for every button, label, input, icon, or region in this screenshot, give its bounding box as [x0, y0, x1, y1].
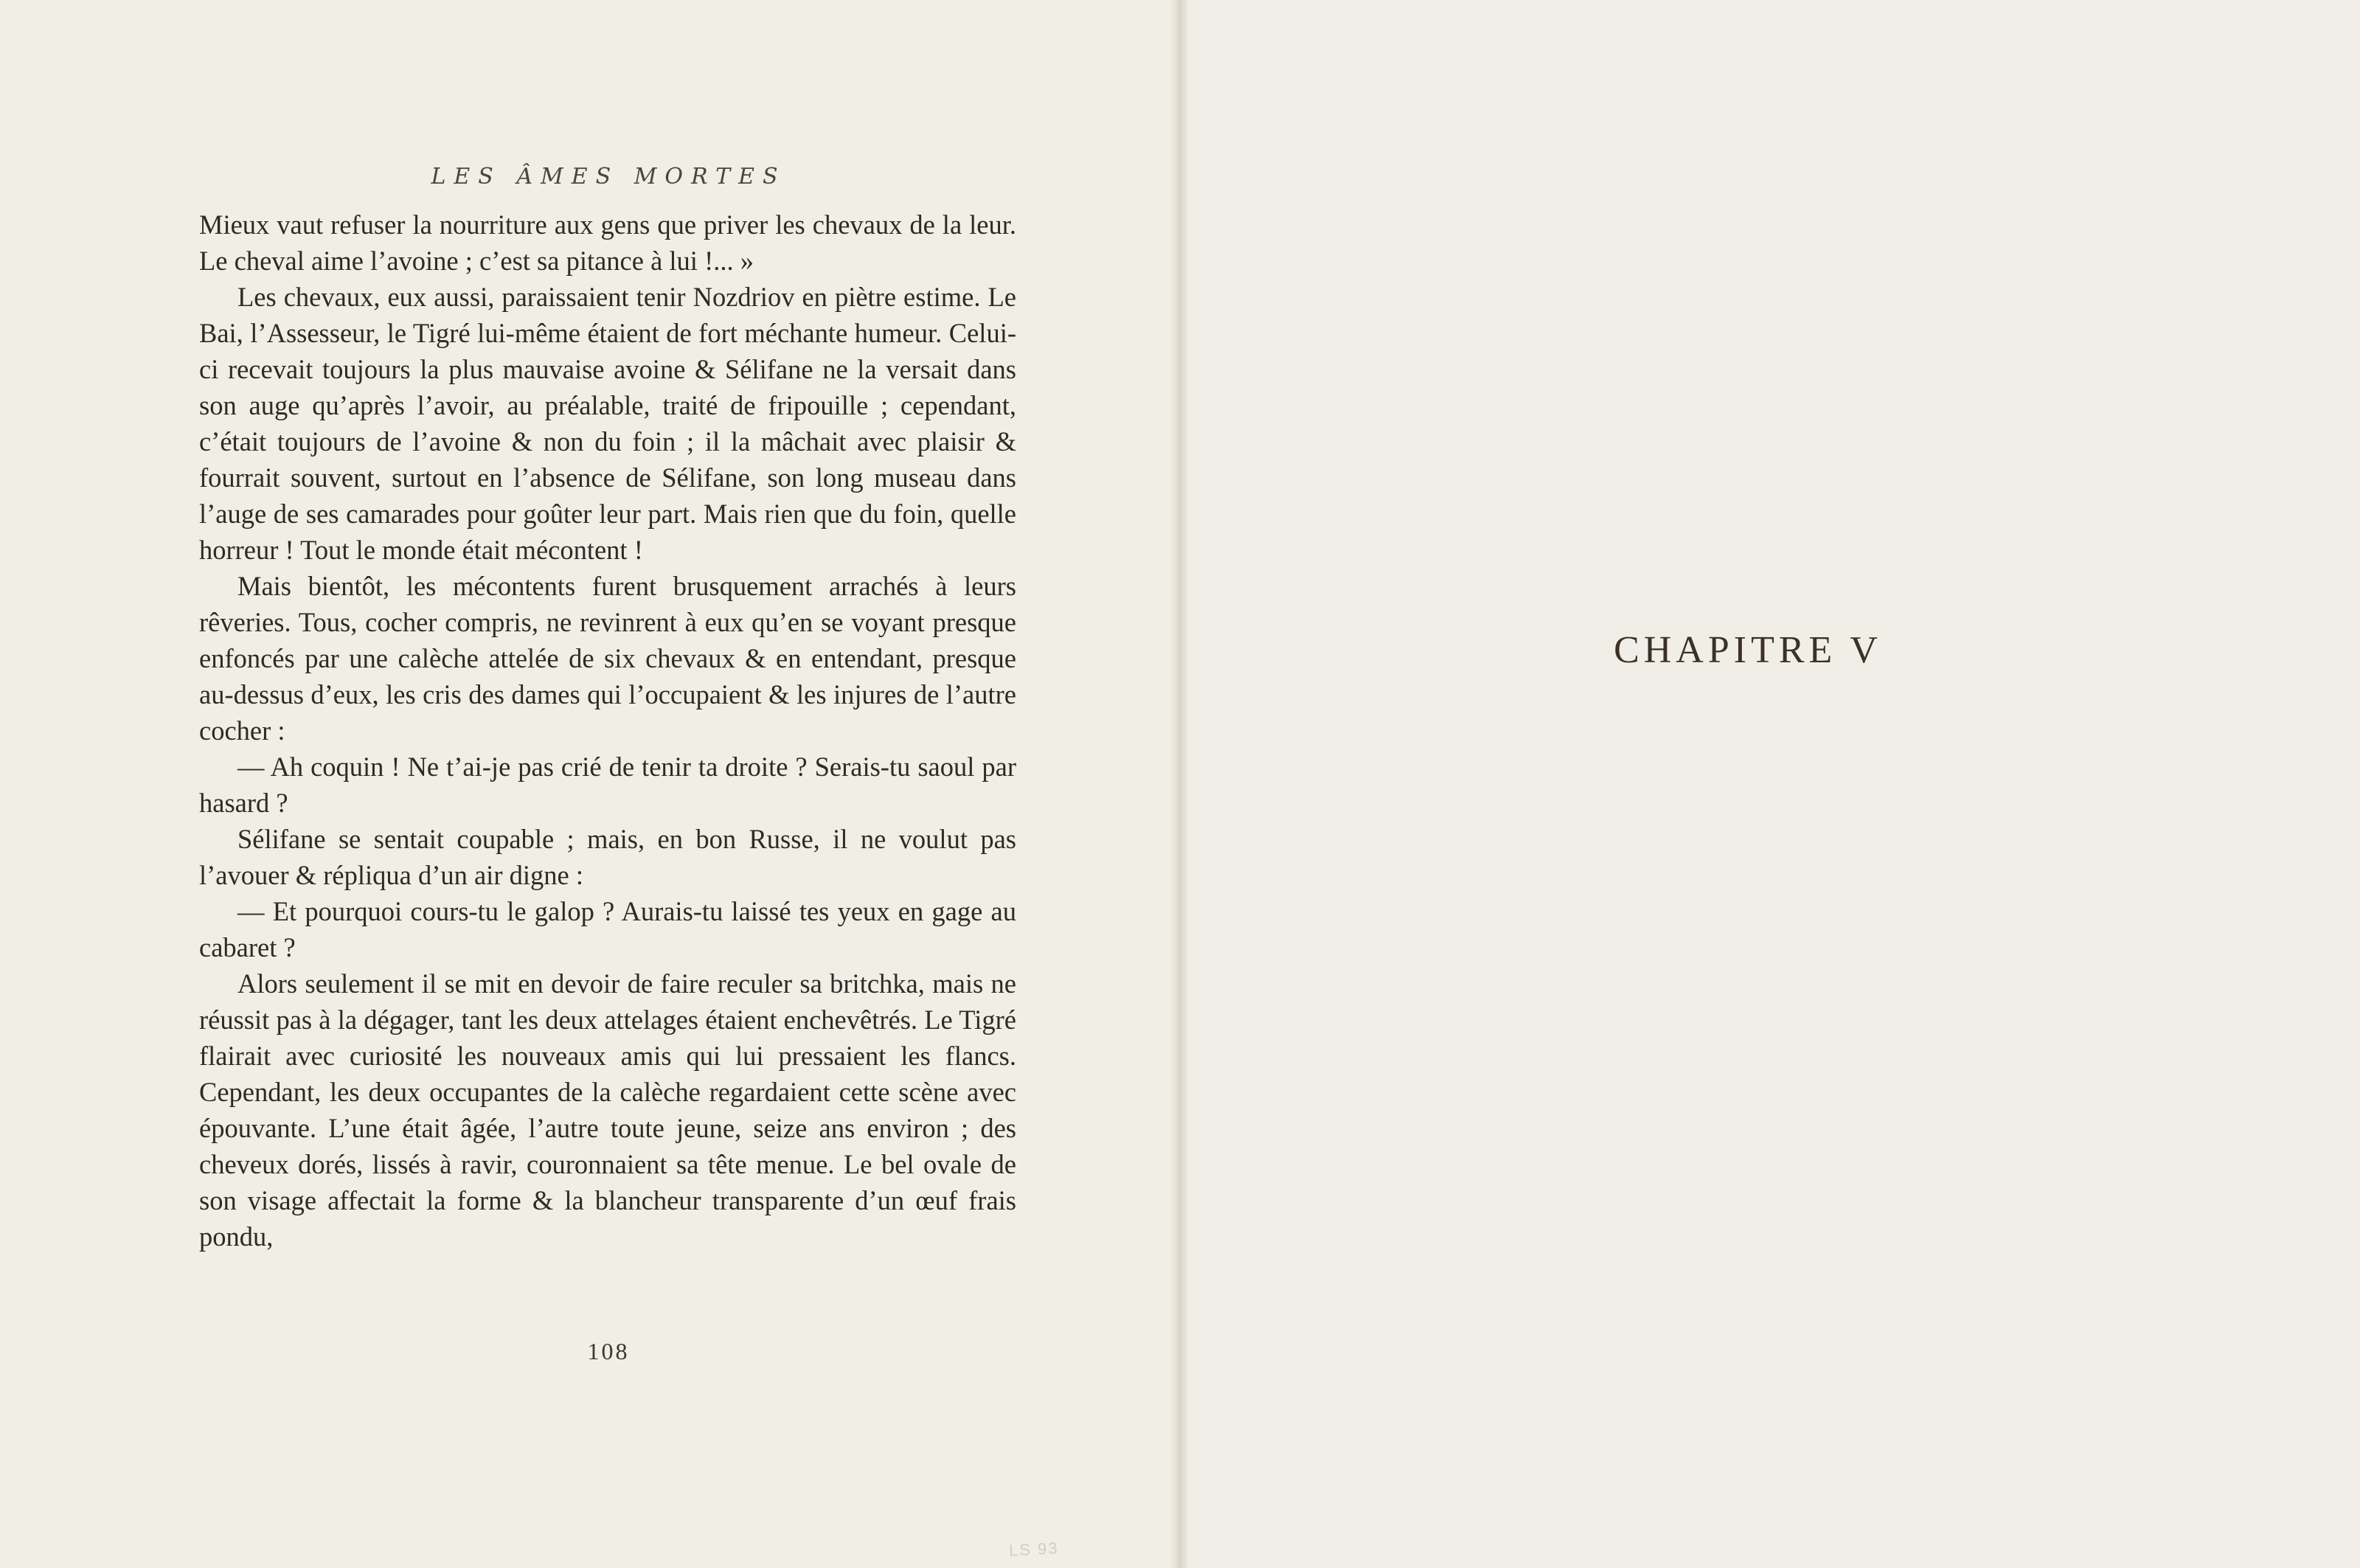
chapter-title: CHAPITRE V [1614, 629, 1882, 671]
dialogue-paragraph: — Et pourquoi cours-tu le galop ? Aurais-tu laissé tes yeux en gage au cabaret ? [199, 896, 1016, 962]
paragraph: Mieux vaut refuser la nourriture aux gens que priver les chevaux de la leur. Le cheval aime l’avoine ; c’est sa pitance à lui !... » [199, 209, 1016, 276]
running-head: LES ÂMES MORTES [431, 164, 786, 190]
dialogue-paragraph: — Ah coquin ! Ne t’ai-je pas crié de tenir ta droite ? Serais-tu saoul par hasard ? [199, 752, 1016, 818]
paragraph: Sélifane se sentait coupable ; mais, en bon Russe, il ne voulut pas l’avouer & répliqua d’un air digne : [199, 824, 1016, 890]
paragraph: Mais bientôt, les mécontents furent brusquement arrachés à leurs rêveries. Tous, cocher compris, ne revinrent à eux qu’en se voyant presque enfoncés par une calèche attelée de six chevaux & en entendant, presque au-dessus d’eux, les cris des dames qui l’occupaient & les injures de l’autre cocher : [199, 571, 1016, 746]
paragraph: Alors seulement il se mit en devoir de faire reculer sa britchka, mais ne réussit pas à la dégager, tant les deux attelages étaient enchevêtrés. Le Tigré flairait avec curiosité les nouveaux amis qui lui pressaient les flancs. Cependant, les deux occupantes de la calèche regardaient cette scène avec épouvante. L’une était âgée, l’autre toute jeune, seize ans environ ; des cheveux dorés, lissés à ravir, couronnaient sa tête menue. Le bel ovale de son visage affectait la forme & la blancheur transparente d’un œuf frais pondu, [199, 968, 1016, 1252]
book-gutter [1170, 0, 1187, 1568]
pencil-note: LS 93 [1008, 1538, 1060, 1560]
paragraph: Les chevaux, eux aussi, paraissaient tenir Nozdriov en piètre estime. Le Bai, l’Assesseur, le Tigré lui-même étaient de fort méchante humeur. Celui-ci recevait toujours la plus mauvaise avoine & Sélifane ne la versait dans son auge qu’après l’avoir, au préalable, traité de fripouille ; cependant, c’était toujours de l’avoine & non du foin ; il la mâchait avec plaisir & fourrait souvent, surtout en l’absence de Sélifane, son long museau dans l’auge de ses camarades pour goûter leur part. Mais rien que du foin, quelle horreur ! Tout le monde était mécontent ! [199, 282, 1016, 565]
page-number: 108 [587, 1338, 630, 1364]
body-text [199, 207, 1016, 1255]
right-page [1187, 0, 2360, 1568]
left-page [0, 0, 1177, 1568]
